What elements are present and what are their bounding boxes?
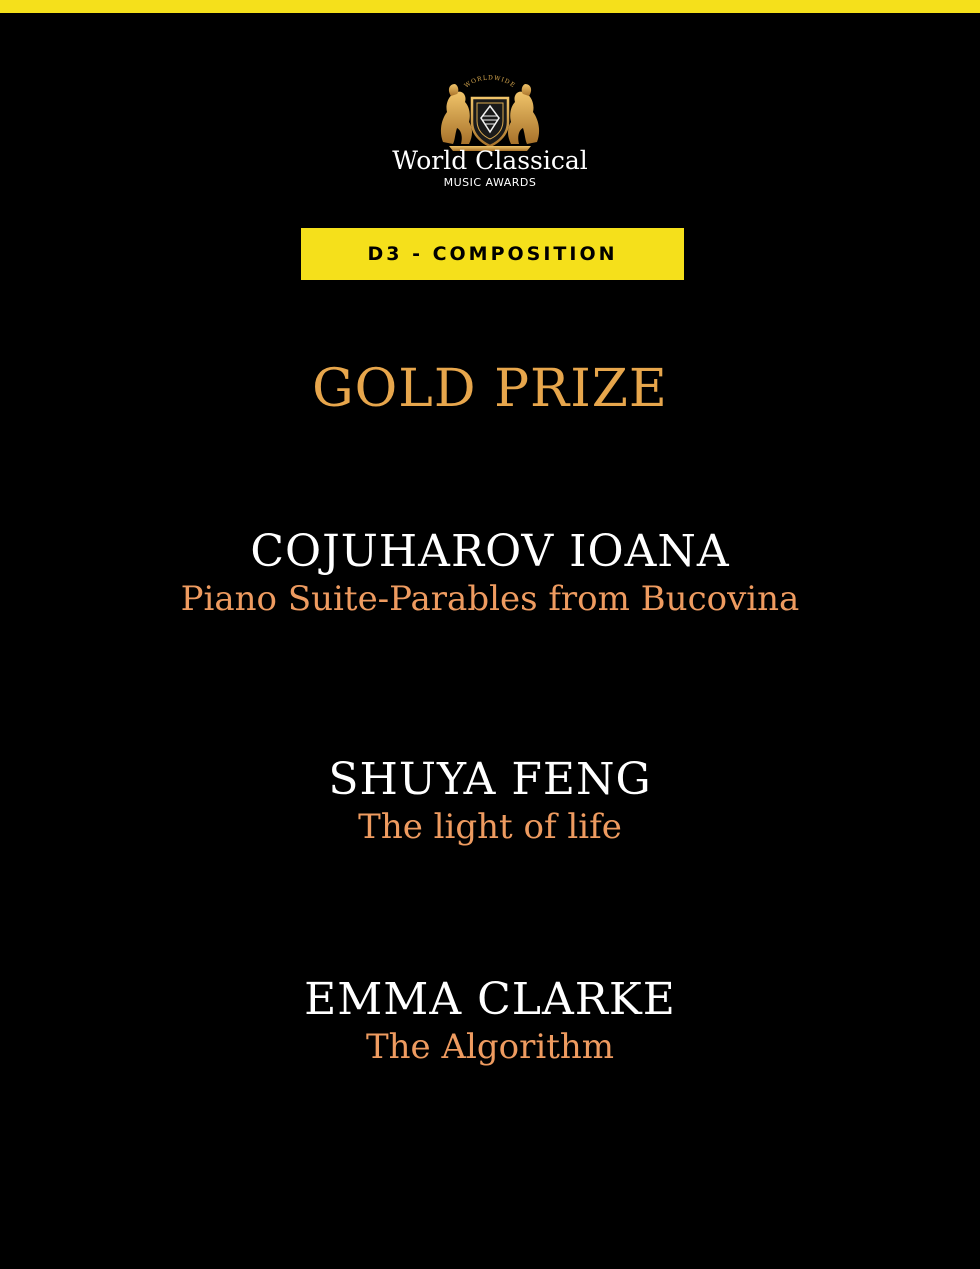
winner-name: EMMA CLARKE xyxy=(304,974,676,1025)
winner-name: COJUHAROV IOANA xyxy=(250,526,730,577)
winner-entry xyxy=(0,526,980,620)
crest-icon xyxy=(425,72,555,152)
winner-work-title: The Algorithm xyxy=(365,1027,615,1067)
category-badge xyxy=(301,228,684,280)
brand-subtitle: MUSIC AWARDS xyxy=(443,176,537,189)
top-accent-bar xyxy=(0,0,980,13)
brand-name: World Classical xyxy=(392,146,588,175)
winner-entry xyxy=(0,754,980,848)
winner-name: SHUYA FENG xyxy=(328,754,652,805)
winner-work-title: The light of life xyxy=(358,807,622,847)
winner-entry xyxy=(0,974,980,1068)
prize-title: GOLD PRIZE xyxy=(312,359,668,419)
category-label: D3 - COMPOSITION xyxy=(367,243,618,265)
svg-text:WORLDWIDE: WORLDWIDE xyxy=(463,74,517,90)
winner-work-title: Piano Suite-Parables from Bucovina xyxy=(180,579,800,619)
brand-logo xyxy=(0,72,980,189)
